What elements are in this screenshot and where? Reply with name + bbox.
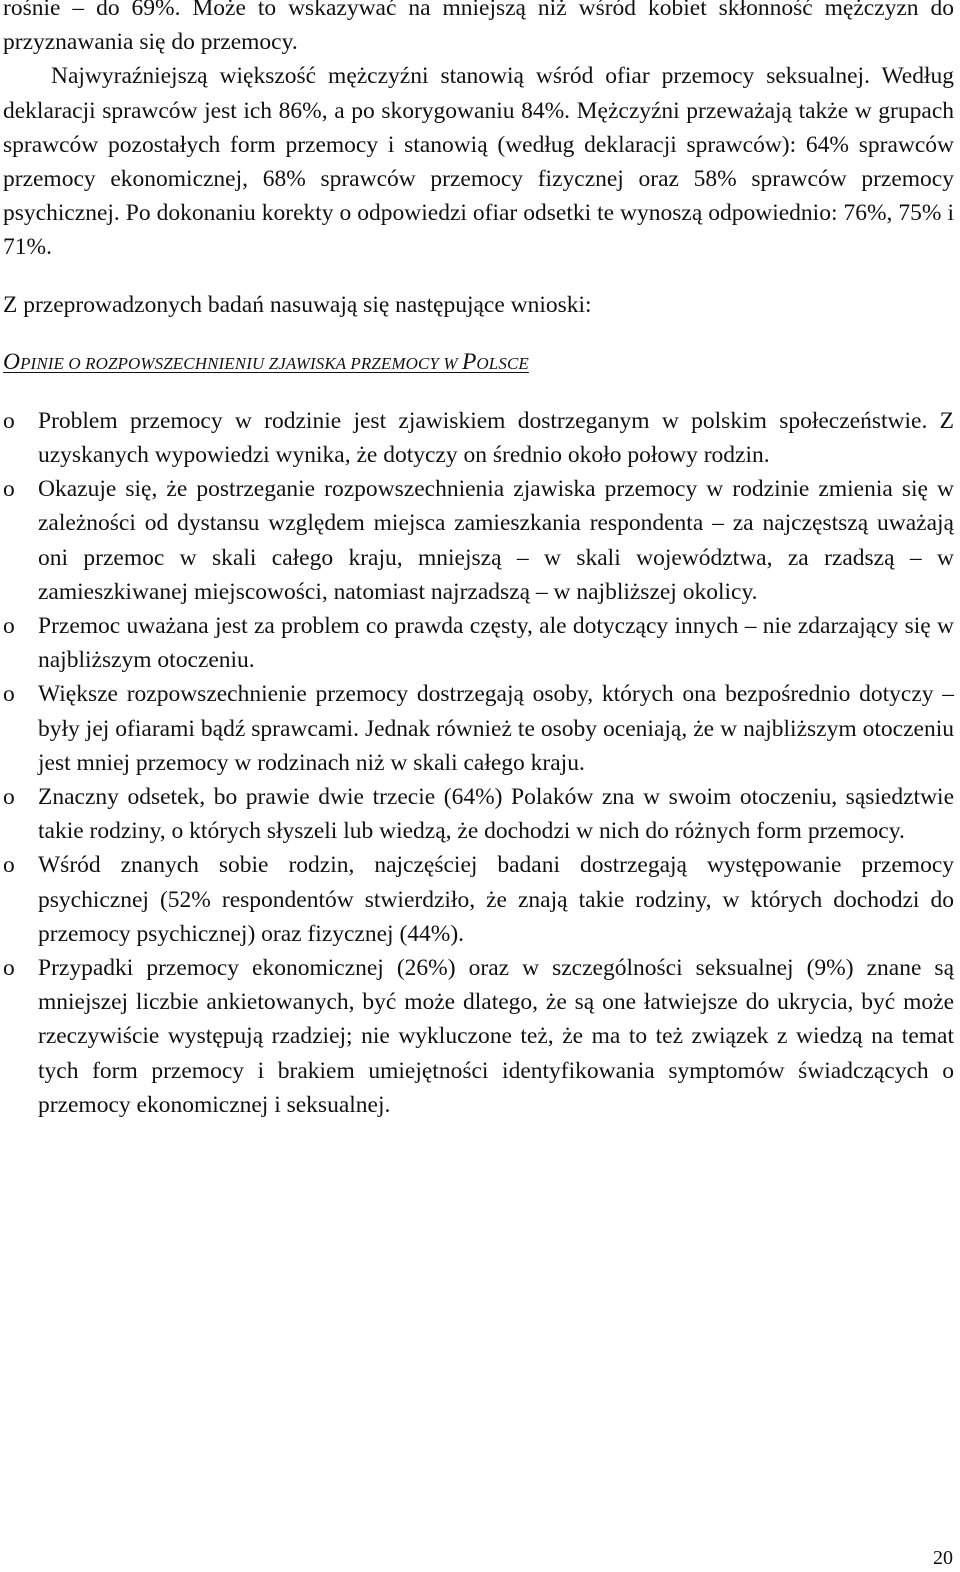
bullet-marker: o — [3, 613, 15, 640]
conclusions-list — [3, 404, 954, 1122]
section-heading — [3, 345, 954, 381]
list-item-text: Większe rozpowszechnienie przemocy dostrzegają osoby, których ona bezpośrednio dotyczy – były jej ofiarami bądź sprawcami. Jednak również te osoby oceniają, że w najbliższym otoczeniu jest mniej przemocy w rodzinach niż w skali całego kraju. — [38, 681, 954, 776]
list-item-text: Okazuje się, że postrzeganie rozpowszechnienia zjawiska przemocy w rodzinie zmienia się w zależności od dystansu względem miejsca zamieszkania respondenta – za najczęstszą uważają oni przemoc w skali całego kraju, mniejszą – w skali województwa, za rzadszą – w zamieszkiwanej miejscowości, natomiast najrzadszą – w najbliższej okolicy. — [38, 476, 954, 605]
list-item — [3, 472, 954, 609]
page-content — [3, 0, 954, 1122]
heading-text: OLSCE — [476, 353, 529, 373]
bullet-marker: o — [3, 407, 15, 434]
list-item — [3, 609, 954, 677]
list-item-text: Przemoc uważana jest za problem co prawda częsty, ale dotyczący innych – nie zdarzający się w najbliższym otoczeniu. — [38, 613, 954, 674]
bullet-marker: o — [3, 955, 15, 982]
conclusions-intro: Z przeprowadzonych badań nasuwają się następujące wnioski: — [3, 291, 592, 318]
list-item-text: Wśród znanych sobie rodzin, najczęściej badani dostrzegają występowanie przemocy psychicznej (52% respondentów stwierdziło, że znają takie rodziny, w których dochodzi do przemocy psychicznej) oraz fizycznej (44%). — [38, 852, 954, 947]
bullet-marker: o — [3, 784, 15, 811]
list-item-text: Przypadki przemocy ekonomicznej (26%) oraz w szczególności seksualnej (9%) znane są mniejszej liczbie ankietowanych, być może dlatego, że są one łatwiejsze do ukrycia, być może rzeczywiście występują rzadziej; nie wykluczone też, że ma to też związek z wiedzą na temat tych form przemocy i brakiem umiejętności identyfikowania symptomów świadczących o przemocy ekonomicznej i seksualnej. — [38, 955, 954, 1118]
bullet-marker: o — [3, 852, 15, 879]
paragraph-gap — [3, 265, 954, 288]
list-item — [3, 677, 954, 780]
list-item-text: Problem przemocy w rodzinie jest zjawiskiem dostrzeganym w polskim społeczeństwie. Z uzyskanych wypowiedzi wynika, że dotyczy on średnio około połowy rodzin. — [38, 407, 954, 469]
body-paragraph: Najwyraźniejszą większość mężczyźni stanowią wśród ofiar przemocy seksualnej. Według deklaracji sprawców jest ich 86%, a po skorygowaniu 84%. Mężczyźni przeważają także w grupach sprawców pozostałych form przemocy i stanowią (według deklaracji sprawców): 64% sprawców przemocy ekonomicznej, 68% sprawców przemocy fizycznej oraz 58% sprawców przemocy psychicznej. Po dokonaniu korekty o odpowiedzi ofiar odsetki te wynoszą odpowiednio: 76%, 75% i 71%. — [3, 63, 954, 261]
list-item — [3, 780, 954, 848]
heading-capital: O — [3, 348, 21, 375]
list-item — [3, 404, 954, 472]
list-item — [3, 951, 954, 1122]
paragraph-gap — [3, 381, 954, 404]
page-number: 20 — [933, 1547, 953, 1569]
body-paragraph: rośnie – do 69%. Może to wskazywać na mniejszą niż wśród kobiet skłonność mężczyzn do przyznawania się do przemocy. — [3, 0, 954, 56]
list-item — [3, 848, 954, 951]
heading-capital: P — [461, 348, 477, 375]
heading-text: PINIE O ROZPOWSZECHNIENIU ZJAWISKA PRZEMOCY W — [20, 353, 462, 373]
list-item-text: Znaczny odsetek, bo prawie dwie trzecie (64%) Polaków zna w swoim otoczeniu, sąsiedztwie takie rodziny, o których słyszeli lub wiedzą, że dochodzi w nich do różnych form przemocy. — [38, 784, 954, 845]
bullet-marker: o — [3, 476, 15, 503]
paragraph-gap — [3, 322, 954, 345]
bullet-marker: o — [3, 681, 15, 708]
